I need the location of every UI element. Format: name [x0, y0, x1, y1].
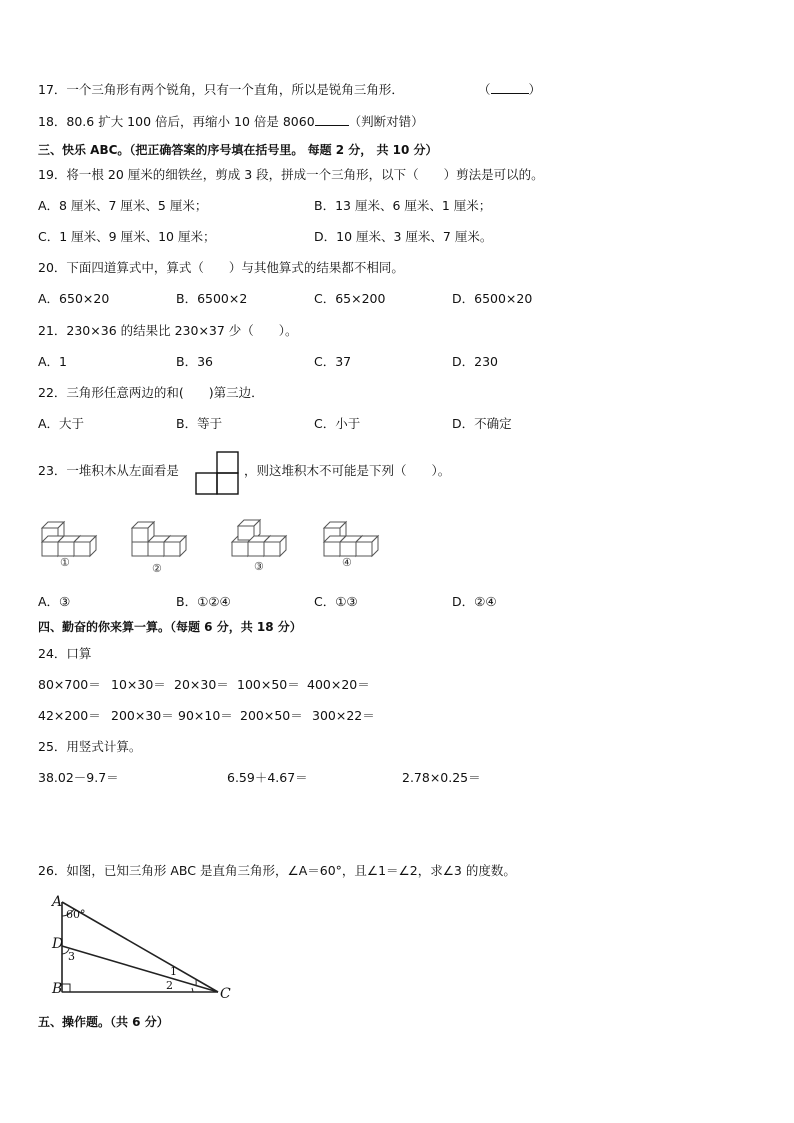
question-24-stem: 24．口算	[38, 646, 92, 661]
right-angle-mark	[62, 984, 70, 992]
vertical-calc-item: 6.59＋4.67＝	[227, 770, 308, 785]
mental-math-item: 42×200＝	[38, 708, 101, 723]
question-21-option-c[interactable]: C．37	[314, 354, 352, 369]
question-23-stem-part1: 23．一堆积木从左面看是	[38, 463, 179, 478]
question-18-text: 18．80.6 扩大 100 倍后，再缩小 10 倍是 8060	[38, 114, 315, 129]
answer-blank[interactable]	[491, 93, 529, 94]
question-19-option-c[interactable]: C．1 厘米、9 厘米、10 厘米；	[38, 229, 216, 244]
block-figure-1-caption: ①	[60, 556, 70, 569]
answer-blank[interactable]	[315, 125, 349, 126]
question-21-stem: 21．230×36 的结果比 230×37 少（ ）。	[38, 323, 298, 338]
mental-math-item: 200×50＝	[240, 708, 303, 723]
question-20-option-a[interactable]: A．650×20	[38, 291, 110, 306]
section-5-heading: 五、操作题。（共 6 分）	[38, 1015, 169, 1029]
question-19-option-a[interactable]: A．8 厘米、7 厘米、5 厘米；	[38, 198, 208, 213]
vertex-d-label: D	[52, 936, 64, 952]
question-23-stem-part2: ，则这堆积木不可能是下列（ ）。	[244, 463, 451, 478]
question-22-option-b[interactable]: B．等于	[176, 416, 223, 431]
section-3-heading: 三、快乐 ABC。（把正确答案的序号填在括号里。 每题 2 分， 共 10 分）	[38, 143, 438, 157]
mental-math-item: 100×50＝	[237, 677, 300, 692]
mental-math-item: 10×30＝	[111, 677, 166, 692]
question-18-suffix: （判断对错）	[348, 114, 424, 129]
mental-math-item: 20×30＝	[174, 677, 229, 692]
close-bracket: ）	[528, 82, 542, 97]
question-22-stem: 22．三角形任意两边的和( )第三边．	[38, 385, 264, 400]
question-19-option-b[interactable]: B．13 厘米、6 厘米、1 厘米；	[314, 198, 492, 213]
question-22-option-d[interactable]: D．不确定	[452, 416, 512, 431]
block-figure-2	[128, 514, 198, 560]
mental-math-item: 400×20＝	[307, 677, 370, 692]
question-22-option-c[interactable]: C．小于	[314, 416, 361, 431]
question-21-option-b[interactable]: B．36	[176, 354, 213, 369]
block-figure-1	[38, 514, 102, 560]
question-23-option-d[interactable]: D．②④	[452, 594, 497, 609]
vertical-calc-item: 2.78×0.25＝	[402, 770, 481, 785]
question-19-option-d[interactable]: D．10 厘米、3 厘米、7 厘米。	[314, 229, 493, 244]
block-figure-4-caption: ④	[342, 556, 352, 569]
question-23-option-c[interactable]: C．①③	[314, 594, 358, 609]
mental-math-item: 80×700＝	[38, 677, 101, 692]
question-23-option-a[interactable]: A．③	[38, 594, 71, 609]
open-bracket: （	[478, 82, 491, 97]
question-26-stem: 26．如图，已知三角形 ABC 是直角三角形，∠A＝60°，且∠1＝∠2，求∠3 的度数。	[38, 863, 516, 878]
left-view-bottom-left-square	[196, 473, 217, 494]
block-figure-3-caption: ③	[254, 560, 264, 573]
question-20-option-c[interactable]: C．65×200	[314, 291, 386, 306]
question-17-answer-bracket	[478, 82, 541, 98]
question-20-stem: 20．下面四道算式中，算式（ ）与其他算式的结果都不相同。	[38, 260, 404, 275]
section-4-heading: 四、勤奋的你来算一算。（每题 6 分，共 18 分）	[38, 620, 302, 634]
block-figure-4	[320, 514, 386, 560]
mental-math-item: 90×10＝	[178, 708, 233, 723]
block-figure-3	[228, 514, 294, 560]
question-19-stem: 19．将一根 20 厘米的细铁丝，剪成 3 段，拼成一个三角形，以下（ ）剪法是可以的。	[38, 167, 544, 182]
question-25-stem: 25．用竖式计算。	[38, 739, 142, 754]
question-21-option-a[interactable]: A．1	[38, 354, 68, 369]
question-21-option-d[interactable]: D．230	[452, 354, 498, 369]
question-18	[38, 114, 424, 130]
question-17-text: 17．一个三角形有两个锐角，只有一个直角，所以是锐角三角形．	[38, 82, 404, 97]
angle-2-label: 2	[166, 979, 173, 992]
question-23-option-b[interactable]: B．①②④	[176, 594, 231, 609]
question-22-option-a[interactable]: A．大于	[38, 416, 85, 431]
vertex-a-label: A	[52, 894, 63, 910]
left-view-bottom-right-square	[217, 473, 238, 494]
left-view-figure	[194, 450, 240, 496]
angle-3-label: 3	[68, 950, 75, 963]
block-figure-2-caption: ②	[152, 562, 162, 575]
left-view-top-square	[217, 452, 238, 473]
segment-dc	[62, 946, 218, 992]
question-20-option-b[interactable]: B．6500×2	[176, 291, 248, 306]
question-17	[38, 82, 404, 98]
angle-1-label: 1	[170, 965, 177, 978]
angle-a-value: 60°	[66, 908, 86, 921]
vertex-b-label: B	[52, 981, 63, 997]
mental-math-item: 200×30＝	[111, 708, 174, 723]
mental-math-item: 300×22＝	[312, 708, 375, 723]
question-20-option-d[interactable]: D．6500×20	[452, 291, 533, 306]
vertical-calc-item: 38.02－9.7＝	[38, 770, 119, 785]
vertex-c-label: C	[220, 986, 231, 1002]
